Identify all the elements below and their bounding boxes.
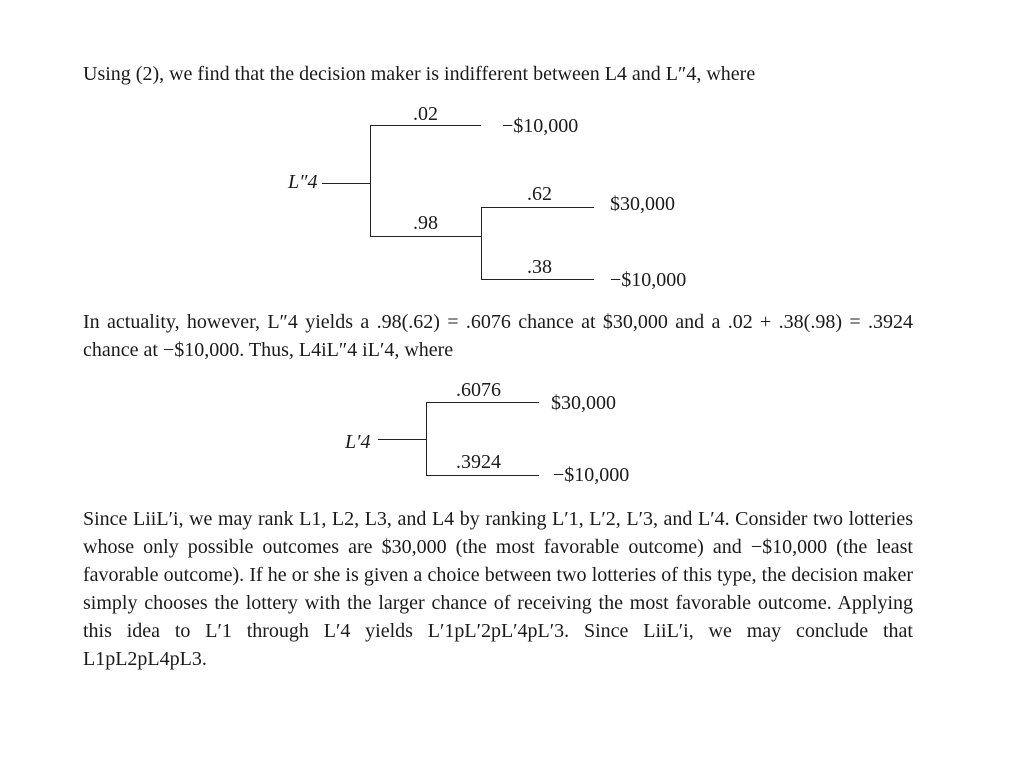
tree1-sub-prob-0: .62 [527, 183, 552, 205]
tree1-branch-upper [370, 125, 481, 126]
tree2-outcome-1: −$10,000 [553, 464, 630, 486]
tree2-outcome-0: $30,000 [551, 392, 616, 414]
tree1-prob-0: .02 [413, 103, 438, 125]
tree2-root-line [378, 439, 427, 440]
tree1-prob-1: .98 [413, 212, 438, 234]
tree1-root-label: L″4 [288, 171, 318, 193]
tree1-vertical [370, 125, 371, 237]
tree2-vertical [426, 402, 427, 476]
tree2-root-label: L′4 [345, 431, 371, 453]
intro-line: Using (2), we find that the decision maker is indifferent between L4 and L″4, where [83, 63, 756, 85]
tree1-sub-outcome-0: $30,000 [610, 193, 675, 215]
tree1-outcome-0: −$10,000 [502, 115, 579, 137]
tree2-branch-upper [426, 402, 539, 403]
tree1-root-line [322, 183, 371, 184]
tree1-sub-prob-1: .38 [527, 256, 552, 278]
tree2-prob-1: .3924 [456, 451, 501, 473]
tree1-sub-outcome-1: −$10,000 [610, 269, 687, 291]
tree1-sub-branch-lower [481, 279, 594, 280]
tree2-branch-lower [426, 475, 539, 476]
conclusion-paragraph: Since LiiL′i, we may rank L1, L2, L3, and L4 by ranking L′1, L′2, L′3, and L′4. Consider two lotteries whose only possible outcomes are $30,000 (the most favorable outcome) and −$10,000 (the least favorable outcome). If he or she is given a choice between two lotteries of this type, the decision maker simply chooses the lottery with the larger chance of receiving the most favorable outcome. Applying this idea to L′1 through L′4 yields L′1pL′2pL′4pL′3. Since LiiL′i, we may conclude that L1pL2pL4pL3. [83, 508, 913, 670]
actuality-paragraph: In actuality, however, L″4 yields a .98(.62) = .6076 chance at $30,000 and a .02 + .38(.98) = .3924 chance at −$10,000. Thus, L4iL″4 iL′4, where [83, 311, 913, 361]
tree1-sub-vertical [481, 207, 482, 280]
tree1-branch-lower [370, 236, 481, 237]
tree2-prob-0: .6076 [456, 379, 501, 401]
tree1-sub-branch-upper [481, 207, 594, 208]
